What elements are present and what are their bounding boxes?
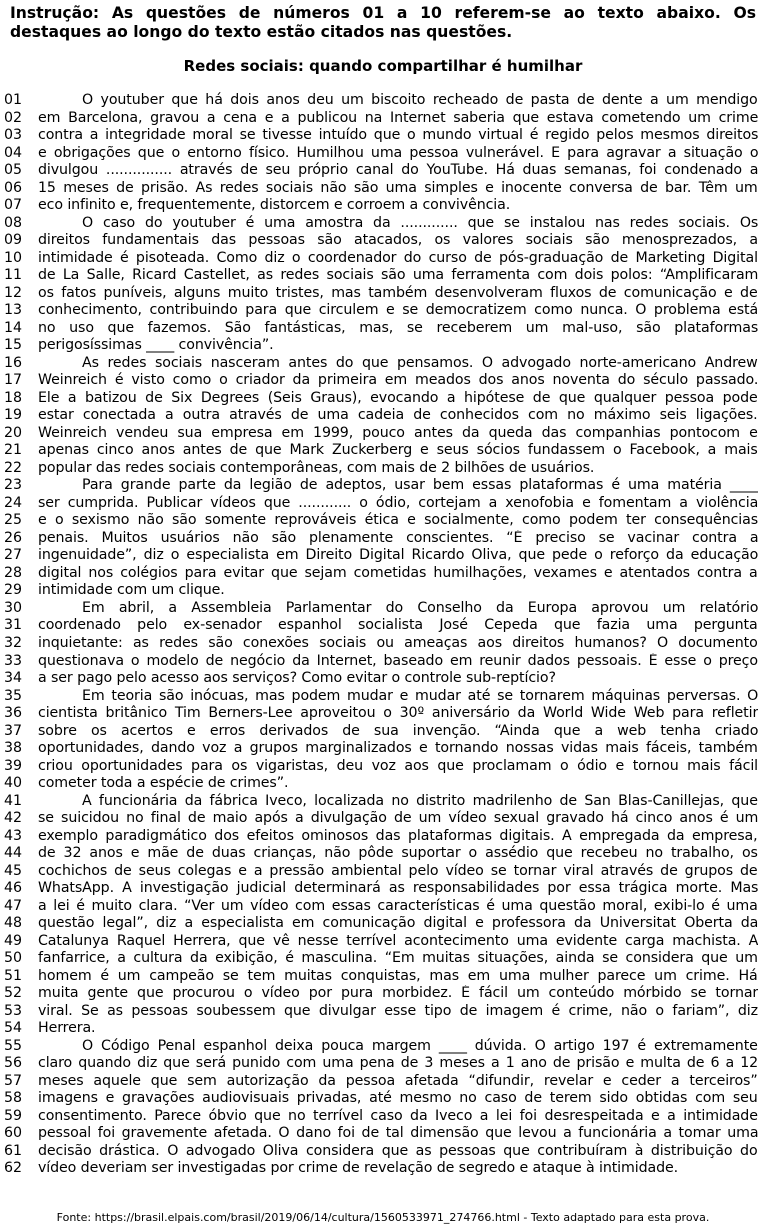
text-line <box>0 968 766 986</box>
text-line <box>0 250 766 268</box>
line-text: O caso do youtuber é uma amostra da ............. que se instalou nas redes sociais. Os <box>82 214 758 231</box>
line-text: ser cumprida. Publicar vídeos que ............ o ódio, cortejam a xenofobia e fomentam a violência <box>38 494 758 511</box>
line-text: conhecimento, contribuindo para que circulem e se democratizem como nunca. O problema está <box>38 302 758 319</box>
line-text: penais. Muitos usuários não são plenamente conscientes. “É preciso se vacinar contra a <box>38 529 758 546</box>
text-line <box>0 915 766 933</box>
text-line <box>0 337 766 355</box>
line-text: Weinreich é visto como o criador da primeira em meados dos anos noventa do século passado. <box>38 372 758 389</box>
text-line <box>0 565 766 583</box>
text-line <box>0 740 766 758</box>
line-number: 60 <box>4 1125 23 1142</box>
text-line <box>0 810 766 828</box>
text-line <box>0 372 766 390</box>
line-number: 16 <box>4 354 23 371</box>
text-line <box>0 285 766 303</box>
line-number: 54 <box>4 1020 23 1037</box>
line-number: 04 <box>4 144 23 161</box>
line-number: 53 <box>4 1002 23 1019</box>
text-line <box>0 460 766 478</box>
instruction-text: Instrução: As questões de números 01 a 10 referem-se ao texto abaixo. Os destaques ao longo do texto estão citados nas questões. <box>10 4 756 41</box>
line-number: 27 <box>4 547 23 564</box>
line-number: 29 <box>4 582 23 599</box>
text-line <box>0 863 766 881</box>
line-text: cochichos de seus colegas e a pressão ambiental pelo vídeo se tornar viral através de grupos de <box>38 862 758 879</box>
text-line <box>0 898 766 916</box>
line-number: 48 <box>4 915 23 932</box>
line-text: contra a integridade moral se tivesse intuído que o mundo virtual é regido pelos mesmos direitos <box>38 127 758 144</box>
line-text: viral. Se as pessoas soubessem que divulgar esse tipo de imagem é crime, não o fariam”, diz <box>38 1002 758 1019</box>
line-number: 46 <box>4 880 23 897</box>
text-line <box>0 127 766 145</box>
line-text: meses aquele que sem autorização da pessoa afetada “difundir, revelar e ceder a terceiros” <box>38 1072 758 1089</box>
line-number: 20 <box>4 424 23 441</box>
text-line <box>0 635 766 653</box>
line-number: 58 <box>4 1090 23 1107</box>
line-text: Herrera. <box>38 1020 96 1037</box>
text-line <box>0 582 766 600</box>
line-text: estar conectada a outra através de uma cadeia de conhecidos com no máximo seis ligações. <box>38 407 758 424</box>
line-text: questionava o modelo de negócio da Internet, baseado em reunir dados pessoais. É esse o preço <box>38 652 758 669</box>
line-number: 39 <box>4 757 23 774</box>
text-line <box>0 1090 766 1108</box>
line-text: inquietante: as redes são conexões sociais ou ameaças aos direitos humanos? O documento <box>38 634 758 651</box>
line-text: apenas cinco anos antes de que Mark Zuckerberg e seus sócios fundassem o Facebook, a mais <box>38 442 758 459</box>
text-line <box>0 180 766 198</box>
line-number: 61 <box>4 1142 23 1159</box>
article-title: Redes sociais: quando compartilhar é humilhar <box>183 57 583 75</box>
line-text: A funcionária da fábrica Iveco, localizada no distrito madrilenho de San Blas-Canillejas, que <box>82 792 758 809</box>
line-text: Para grande parte da legião de adeptos, usar bem essas plataformas é uma matéria ____ <box>82 477 758 494</box>
text-line <box>0 92 766 110</box>
text-line <box>0 950 766 968</box>
line-text: questão legal”, diz a especialista em comunicação digital e professora da Universitat Oberta da <box>38 915 758 932</box>
line-number: 19 <box>4 407 23 424</box>
text-line <box>0 1108 766 1126</box>
text-line <box>0 425 766 443</box>
line-text: consentimento. Parece óbvio que no terrível caso da Iveco a lei foi desrespeitada e a intimidade <box>38 1107 758 1124</box>
line-number: 56 <box>4 1055 23 1072</box>
line-text: a lei é muito clara. “Ver um vídeo com essas características é uma questão moral, exibi-lo é uma <box>38 897 758 914</box>
text-line <box>0 933 766 951</box>
line-number: 23 <box>4 477 23 494</box>
text-line <box>0 495 766 513</box>
text-line <box>0 653 766 671</box>
line-text: cientista britânico Tim Berners-Lee aproveitou o 30º aniversário da World Wide Web para refletir <box>38 705 758 722</box>
line-number: 06 <box>4 179 23 196</box>
line-number: 13 <box>4 302 23 319</box>
line-text: direitos fundamentais das pessoas são atacados, os valores sociais são menosprezados, a <box>38 232 758 249</box>
text-line <box>0 162 766 180</box>
line-text: eco infinito e, frequentemente, distorcem e corroem a convivência. <box>38 197 511 214</box>
line-text: Ele a batizou de Six Degrees (Seis Graus), evocando a hipótese de que qualquer pessoa pode <box>38 389 758 406</box>
line-number: 35 <box>4 687 23 704</box>
line-number: 25 <box>4 512 23 529</box>
line-text: coordenado pelo ex-senador espanhol socialista José Cepeda que fazia uma pergunta <box>38 617 758 634</box>
text-line <box>0 1125 766 1143</box>
text-line <box>0 355 766 373</box>
text-line <box>0 390 766 408</box>
line-number: 30 <box>4 599 23 616</box>
text-line <box>0 215 766 233</box>
line-number: 33 <box>4 652 23 669</box>
line-text: e obrigações que o entorno físico. Humilhou uma pessoa vulnerável. E para agravar a situação o <box>38 144 758 161</box>
text-line <box>0 1055 766 1073</box>
text-line <box>0 845 766 863</box>
line-number: 34 <box>4 670 23 687</box>
text-line <box>0 1073 766 1091</box>
line-number: 08 <box>4 214 23 231</box>
line-number: 24 <box>4 494 23 511</box>
line-number: 26 <box>4 529 23 546</box>
source-citation: Fonte: https://brasil.elpais.com/brasil/2019/06/14/cultura/1560533971_274766.html - Texto adaptado para esta prova. <box>56 1211 710 1224</box>
line-text: 15 meses de prisão. As redes sociais não são uma simples e inocente conversa de bar. Têm um <box>38 179 758 196</box>
line-text: de 32 anos e mãe de duas crianças, não pôde suportar o assédio que recebeu no trabalho, os <box>38 845 758 862</box>
line-text: em Barcelona, gravou a cena e a publicou na Internet saberia que estava cometendo um crime <box>38 109 758 126</box>
line-text: a ser pago pelo acesso aos serviços? Como evitar o controle sub-reptício? <box>38 670 556 687</box>
line-number: 45 <box>4 862 23 879</box>
line-number: 31 <box>4 617 23 634</box>
line-number: 15 <box>4 337 23 354</box>
line-text: muita gente que procurou o vídeo por pura morbidez. É fácil um conteúdo mórbido se tornar <box>38 985 758 1002</box>
line-text: Em abril, a Assembleia Parlamentar do Conselho da Europa aprovou um relatório <box>82 599 758 616</box>
line-number: 28 <box>4 564 23 581</box>
line-number: 02 <box>4 109 23 126</box>
line-number: 50 <box>4 950 23 967</box>
line-text: imagens e gravações audiovisuais privadas, até mesmo no caso de terem sido obtidas com seu <box>38 1090 758 1107</box>
text-line <box>0 197 766 215</box>
line-number: 42 <box>4 810 23 827</box>
line-number: 43 <box>4 827 23 844</box>
text-line <box>0 110 766 128</box>
line-text: vídeo deveriam ser investigadas por crime de revelação de segredo e ataque à intimidade. <box>38 1160 679 1177</box>
line-number: 03 <box>4 127 23 144</box>
line-text: perigosíssimas ____ convivência”. <box>38 337 274 354</box>
line-number: 52 <box>4 985 23 1002</box>
line-number: 57 <box>4 1072 23 1089</box>
numbered-text-body <box>0 92 766 1178</box>
line-text: decisão drástica. O advogado Oliva considera que as pessoas que contribuíram à distribuição do <box>38 1142 758 1159</box>
text-line <box>0 688 766 706</box>
line-text: se suicidou no final de maio após a divulgação de um vídeo sexual gravado há cinco anos é um <box>38 810 758 827</box>
text-line <box>0 320 766 338</box>
line-text: fanfarrice, a cultura da exibição, é masculina. “Em muitas situações, ainda se considera que um <box>38 950 758 967</box>
line-number: 21 <box>4 442 23 459</box>
line-number: 49 <box>4 932 23 949</box>
line-text: WhatsApp. A investigação judicial determinará as responsabilidades por essa trágica morte. Mas <box>38 880 758 897</box>
text-line <box>0 232 766 250</box>
text-line <box>0 442 766 460</box>
line-text: criou oportunidades para os vigaristas, deu voz aos que proclamam o ódio e tornou mais fácil <box>38 757 758 774</box>
line-text: Weinreich vendeu sua empresa em 1999, pouco antes da queda das companhias pontocom e <box>38 424 758 441</box>
text-line <box>0 775 766 793</box>
line-text: Catalunya Raquel Herrera, que vê nesse terrível acontecimento uma evidente carga machista. A <box>38 932 758 949</box>
line-text: ingenuidade”, diz o especialista em Direito Digital Ricardo Oliva, que pede o reforço da educação <box>38 547 758 564</box>
line-number: 18 <box>4 389 23 406</box>
line-text: pessoal foi gravemente afetada. O dano foi de tal dimensão que levou a funcionária a tomar uma <box>38 1125 758 1142</box>
text-line <box>0 600 766 618</box>
line-text: de La Salle, Ricard Castellet, as redes sociais são uma ferramenta com dois polos: “Amplificaram <box>38 267 758 284</box>
text-line <box>0 1143 766 1161</box>
line-number: 51 <box>4 967 23 984</box>
line-text: os fatos puníveis, alguns muito tristes, mas também desenvolveram fluxos de comunicação e de <box>38 284 758 301</box>
line-text: e o sexismo não são somente reprováveis ética e socialmente, como podem ter consequências <box>38 512 758 529</box>
line-number: 05 <box>4 162 23 179</box>
text-line <box>0 267 766 285</box>
line-number: 37 <box>4 722 23 739</box>
line-text: O Código Penal espanhol deixa pouca margem ____ dúvida. O artigo 197 é extremamente <box>82 1037 758 1054</box>
line-text: homem é um campeão se tem muitas conquistas, mas em uma mulher parece um crime. Há <box>38 967 758 984</box>
text-line <box>0 1020 766 1038</box>
line-number: 38 <box>4 740 23 757</box>
text-line <box>0 670 766 688</box>
line-text: divulgou ............... através de seu próprio canal do YouTube. Há duas semanas, foi condenado a <box>38 162 758 179</box>
line-number: 62 <box>4 1160 23 1177</box>
line-number: 01 <box>4 92 23 108</box>
line-text: O youtuber que há dois anos deu um biscoito recheado de pasta de dente a um mendigo <box>82 92 758 108</box>
text-line <box>0 407 766 425</box>
text-line <box>0 477 766 495</box>
line-number: 32 <box>4 634 23 651</box>
line-text: Em teoria são inócuas, mas podem mudar e mudar até se tornarem máquinas perversas. O <box>82 687 758 704</box>
line-number: 47 <box>4 897 23 914</box>
text-line <box>0 1038 766 1056</box>
text-line <box>0 828 766 846</box>
text-line <box>0 723 766 741</box>
line-number: 59 <box>4 1107 23 1124</box>
text-line <box>0 793 766 811</box>
line-text: intimidade com um clique. <box>38 582 225 599</box>
line-number: 36 <box>4 705 23 722</box>
line-number: 55 <box>4 1037 23 1054</box>
line-number: 40 <box>4 775 23 792</box>
text-line <box>0 705 766 723</box>
text-line <box>0 880 766 898</box>
line-text: digital nos colégios para evitar que sejam cometidas humilhações, vexames e atentados contra a <box>38 564 758 581</box>
text-line <box>0 530 766 548</box>
line-number: 17 <box>4 372 23 389</box>
line-text: oportunidades, dando voz a grupos marginalizados e tornando nossas vidas mais fáceis, também <box>38 740 758 757</box>
line-number: 09 <box>4 232 23 249</box>
text-line <box>0 1160 766 1178</box>
line-number: 41 <box>4 792 23 809</box>
text-line <box>0 758 766 776</box>
line-text: sobre os acertos e erros derivados de sua invenção. “Ainda que a web tenha criado <box>38 722 758 739</box>
line-text: claro quando diz que será punido com uma pena de 3 meses a 1 ano de prisão e multa de 6 a 12 <box>38 1055 758 1072</box>
line-number: 22 <box>4 459 23 476</box>
line-text: no uso que fazemos. São fantásticas, mas, se receberem um mal-uso, são plataformas <box>38 319 758 336</box>
line-number: 12 <box>4 284 23 301</box>
line-number: 11 <box>4 267 23 284</box>
line-text: intimidade é pisoteada. Como diz o coordenador do curso de pós-graduação de Marketing Digital <box>38 249 758 266</box>
text-line <box>0 145 766 163</box>
text-line <box>0 512 766 530</box>
line-number: 44 <box>4 845 23 862</box>
text-line <box>0 985 766 1003</box>
line-text: cometer toda a espécie de crimes”. <box>38 775 289 792</box>
text-line <box>0 547 766 565</box>
line-text: exemplo paradigmático dos efeitos ominosos das plataformas digitais. A empregada da empresa, <box>38 827 758 844</box>
line-number: 14 <box>4 319 23 336</box>
line-text: popular das redes sociais contemporâneas, com mais de 2 bilhões de usuários. <box>38 459 595 476</box>
text-line <box>0 302 766 320</box>
text-line <box>0 617 766 635</box>
line-number: 07 <box>4 197 23 214</box>
line-text: As redes sociais nasceram antes do que pensamos. O advogado norte-americano Andrew <box>82 354 758 371</box>
text-line <box>0 1003 766 1021</box>
line-number: 10 <box>4 249 23 266</box>
